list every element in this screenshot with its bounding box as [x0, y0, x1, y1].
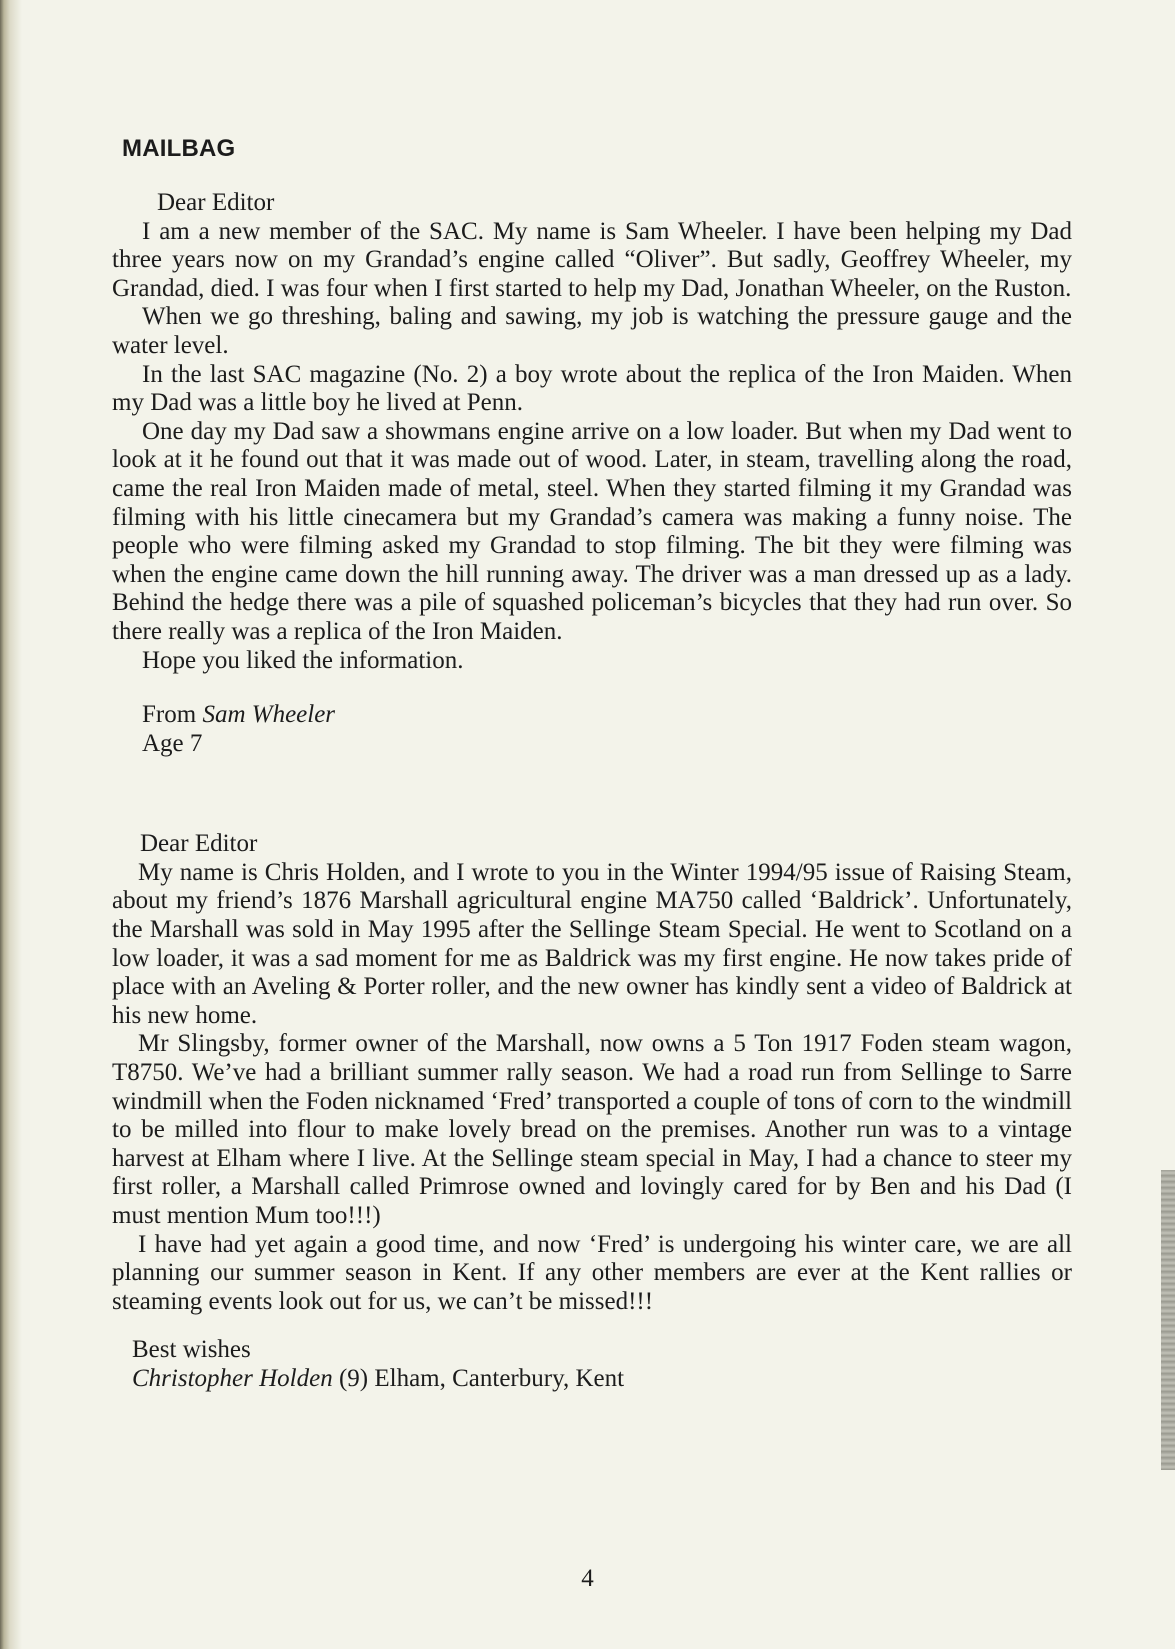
letter-paragraph: Mr Slingsby, former owner of the Marshall, now owns a 5 Ton 1917 Foden steam wagon, T8750. We’ve had a brilliant summer rally season. We had a road run from Sellinge to Sarre windmill when the Foden nicknamed ‘Fred’ transported a couple of tons of corn to the windmill to be milled into flour to make lovely bread on the premises. Another run was to a vintage harvest at Elham where I live. At the Sellinge steam special in May, I had a chance to steer my first roller, a Marshall called Primrose owned and lovingly cared for by Ben and his Dad (I must mention Mum too!!!) — [112, 1030, 1072, 1229]
from-line — [142, 701, 1072, 730]
letter-salutation: Dear Editor — [157, 189, 275, 216]
letter-signoff — [112, 701, 1072, 758]
letter-paragraph: One day my Dad saw a showmans engine arrive on a low loader. But when my Dad went to look at it he found out that it was made out of wood. Later, in steam, travelling along the road, came the real Iron Maiden made of metal, steel. When they started filming it my Grandad was filming with his little cinecamera but my Grandad’s camera was making a funny noise. The people who were filming asked my Grandad to stop filming. The bit they were filming was when the engine came down the hill running away. The driver was a man dressed up as a lady. Behind the hedge there was a pile of squashed policeman’s bicycles that they had run over. So there really was a replica of the Iron Maiden. — [112, 417, 1072, 645]
letter-paragraph: I have had yet again a good time, and now ‘Fred’ is undergoing his winter care, we are all planning our summer season in Kent. If any other members are ever at the Kent rallies or steaming events look out for us, we can’t be missed!!! — [112, 1230, 1072, 1315]
from-label: From — [142, 701, 197, 729]
author-name: Sam Wheeler — [202, 701, 336, 729]
closing-line: Best wishes — [132, 1336, 251, 1364]
page-number: 4 — [581, 1565, 594, 1592]
letter-sam-wheeler — [112, 189, 1072, 758]
letter-paragraph: In the last SAC magazine (No. 2) a boy wrote about the replica of the Iron Maiden. When my Dad was a little boy he lived at Penn. — [112, 360, 1072, 417]
magazine-page — [112, 130, 1072, 1394]
letter-paragraph: Hope you liked the information. — [142, 646, 464, 674]
author-age: Age 7 — [142, 729, 203, 757]
letter-paragraph: When we go threshing, baling and sawing, my job is watching the pressure gauge and the water level. — [112, 303, 1072, 359]
section-heading: MAILBAG — [122, 135, 236, 162]
letter-signoff — [112, 1336, 1072, 1393]
author-detail: (9) Elham, Canterbury, Kent — [332, 1364, 625, 1392]
letter-paragraph: My name is Chris Holden, and I wrote to you in the Winter 1994/95 issue of Raising Steam, about my friend’s 1876 Marshall agricultural engine MA750 called ‘Baldrick’. Unfortunately, the Marshall was sold in May 1995 after the Sellinge Steam Special. He went to Scotland on a low loader, it was a sad moment for me as Baldrick was my first engine. He now takes pride of place with an Aveling & Porter roller, and the new owner has kindly sent a video of Baldrick at his new home. — [112, 858, 1072, 1029]
letter-salutation: Dear Editor — [140, 830, 258, 858]
signature-line — [132, 1365, 1072, 1394]
letter-chris-holden — [112, 830, 1072, 1393]
page-binding-edge — [0, 0, 22, 1649]
author-name: Christopher Holden — [132, 1364, 333, 1392]
page-edge-tab — [1161, 1170, 1175, 1470]
letter-paragraph: I am a new member of the SAC. My name is Sam Wheeler. I have been helping my Dad three years now on my Grandad’s engine called “Oliver”. But sadly, Geoffrey Wheeler, my Grandad, died. I was four when I first started to help my Dad, Jonathan Wheeler, on the Ruston. — [112, 217, 1072, 302]
